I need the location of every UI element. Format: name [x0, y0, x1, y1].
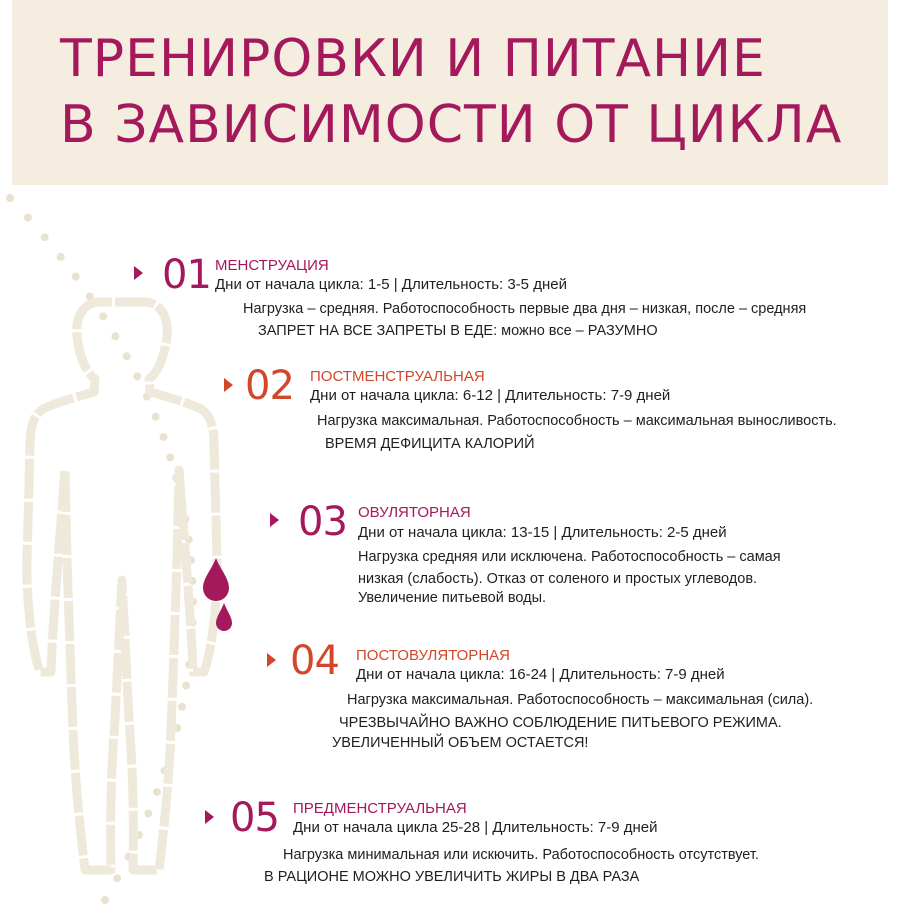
arc-dot	[178, 703, 186, 711]
phase-text-2: низкая (слабость). Отказ от соленого и простых углеводов.	[358, 571, 758, 587]
phase-days: Дни от начала цикла: 13-15 | Длительность: 2-5 дней	[358, 524, 727, 541]
arc-dot	[113, 874, 121, 882]
phase-number: 04	[290, 638, 339, 684]
arc-dot	[101, 896, 109, 904]
phase-text-1: Нагрузка средняя или исключена. Работоспособность – самая	[358, 549, 781, 565]
arc-dot	[6, 194, 14, 202]
phase-name: МЕНСТРУАЦИЯ	[215, 257, 329, 274]
phase-text-1: Нагрузка минимальная или искючить. Работоспособность отсутствует.	[283, 847, 759, 863]
arc-dot	[159, 433, 167, 441]
phase-text-1: Нагрузка максимальная. Работоспособность – максимальная (сила).	[347, 692, 814, 708]
phase-text-2: ЗАПРЕТ НА ВСЕ ЗАПРЕТЫ В ЕДЕ: можно все – РАЗУМНО	[258, 323, 658, 339]
phase-days: Дни от начала цикла 25-28 | Длительность: 7-9 дней	[293, 819, 658, 836]
phase-days: Дни от начала цикла: 1-5 | Длительность: 3-5 дней	[215, 276, 567, 293]
phase-name: ОВУЛЯТОРНАЯ	[358, 504, 471, 521]
phase-number: 05	[230, 795, 279, 841]
phase-name: ПРЕДМЕНСТРУАЛЬНАЯ	[293, 800, 467, 817]
arc-dot	[72, 273, 80, 281]
phase-days: Дни от начала цикла: 16-24 | Длительность: 7-9 дней	[356, 666, 725, 683]
phase-text-3: Увеличение питьевой воды.	[358, 590, 547, 606]
arc-dot	[182, 682, 190, 690]
arc-dot	[153, 788, 161, 796]
arc-dot	[166, 453, 174, 461]
title-line-1: ТРЕНИРОВКИ И ПИТАНИЕ	[60, 29, 766, 89]
phase-number: 03	[298, 499, 347, 545]
arc-dot	[133, 372, 141, 380]
arc-dot	[24, 214, 32, 222]
phase-number: 01	[162, 252, 211, 298]
arc-dot	[57, 253, 65, 261]
phase-text-1: Нагрузка максимальная. Работоспособность – максимальная выносливость.	[317, 413, 837, 429]
body-silhouette-icon	[27, 302, 217, 870]
arc-dot	[123, 352, 131, 360]
phase-text-2: В РАЦИОНЕ МОЖНО УВЕЛИЧИТЬ ЖИРЫ В ДВА РАЗА	[264, 869, 640, 885]
phase-name: ПОСТМЕНСТРУАЛЬНАЯ	[310, 368, 485, 385]
phase-name: ПОСТОВУЛЯТОРНАЯ	[356, 647, 510, 664]
phase-text-1: Нагрузка – средняя. Работоспособность первые два дня – низкая, после – средняя	[243, 301, 807, 317]
phase-text-2: ЧРЕЗВЫЧАЙНО ВАЖНО СОБЛЮДЕНИЕ ПИТЬЕВОГО РЕЖИМА.	[339, 715, 782, 731]
arrow-icon	[205, 810, 214, 824]
arrow-icon	[270, 513, 279, 527]
arc-dot	[111, 332, 119, 340]
title-line-2: В ЗАВИСИМОСТИ ОТ ЦИКЛА	[60, 95, 843, 155]
arrow-icon	[134, 266, 143, 280]
arc-dot	[41, 233, 49, 241]
arrow-icon	[224, 378, 233, 392]
arc-dot	[144, 810, 152, 818]
drop-large-icon	[203, 558, 229, 601]
arrow-icon	[267, 653, 276, 667]
phase-days: Дни от начала цикла: 6-12 | Длительность: 7-9 дней	[310, 387, 671, 404]
phase-text-2: ВРЕМЯ ДЕФИЦИТА КАЛОРИЙ	[325, 436, 535, 452]
phase-number: 02	[245, 363, 294, 409]
arc-dot	[99, 312, 107, 320]
phase-text-3: УВЕЛИЧЕННЫЙ ОБЪЕМ ОСТАЕТСЯ!	[332, 735, 589, 751]
arc-dot	[152, 413, 160, 421]
